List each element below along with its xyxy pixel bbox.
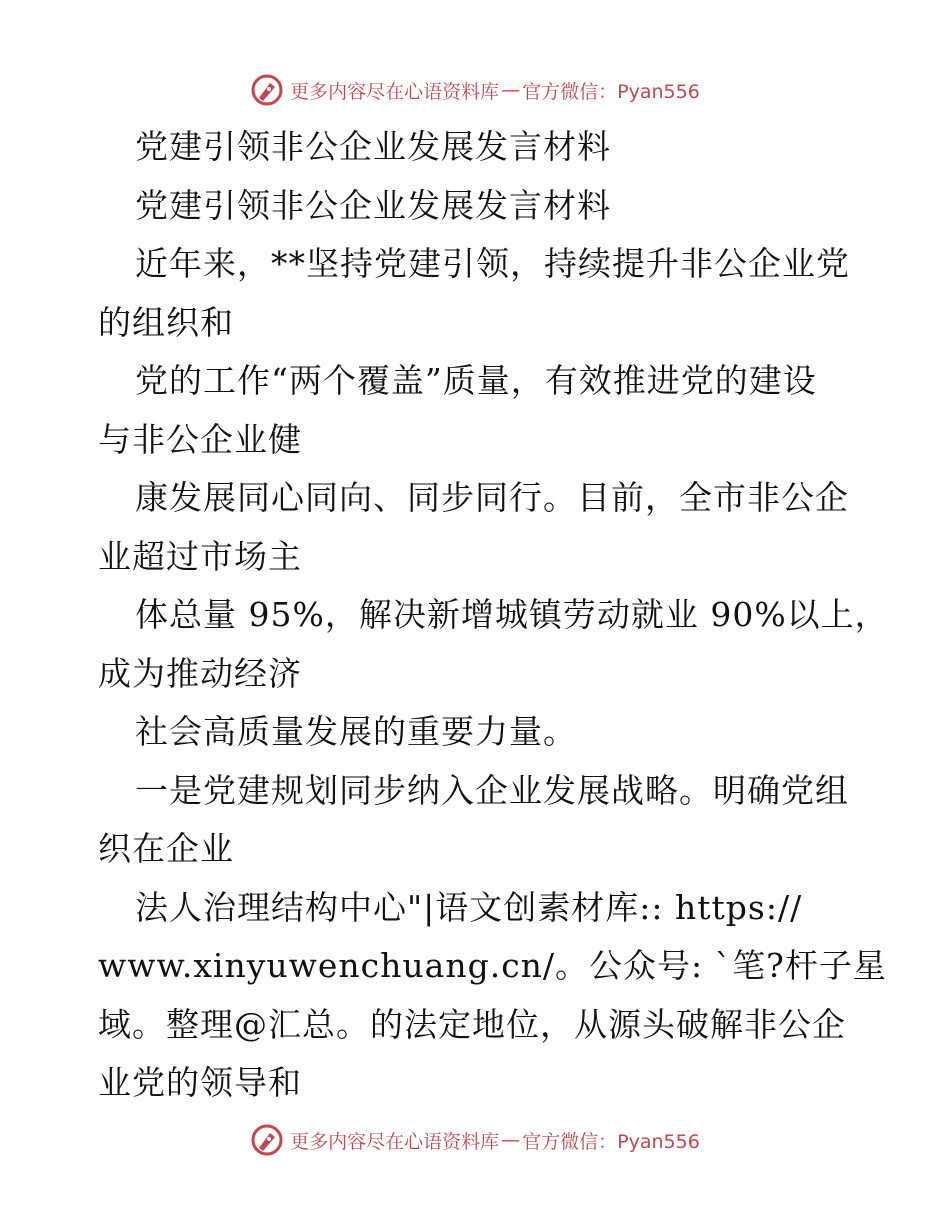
- watermark-separator: —: [501, 79, 521, 101]
- paragraph-line: 法人治理结构中心"|语文创素材库:: https://: [135, 887, 803, 927]
- paragraph-line: 党的工作“两个覆盖”质量，有效推进党的建设: [135, 361, 817, 400]
- document-body: [98, 118, 889, 1113]
- footer-watermark: [0, 1120, 950, 1160]
- header-watermark: [0, 70, 950, 110]
- watermark-contact: 官方微信：Pyan556: [522, 80, 700, 103]
- watermark-text: 更多内容尽在心语资料库: [290, 1130, 500, 1153]
- paragraph-line: 体总量 95%，解决新增城镇劳动就业 90%以上，: [135, 595, 889, 634]
- paragraph-line: 业超过市场主: [98, 536, 302, 576]
- paragraph-line: 一是党建规划同步纳入企业发展战略。明确党组: [135, 770, 849, 810]
- paragraph-line: 与非公企业健: [98, 419, 302, 459]
- pen-nib-icon: [250, 73, 284, 107]
- watermark-text: 更多内容尽在心语资料库: [290, 80, 500, 103]
- pen-nib-icon: [250, 1123, 284, 1157]
- watermark-separator: —: [501, 1129, 521, 1151]
- paragraph-line: 织在企业: [98, 829, 234, 868]
- paragraph-line: www.xinyuwenchuang.cn/。公众号: `笔?杆子星: [98, 946, 887, 985]
- doc-title: 党建引领非公企业发展发言材料: [135, 127, 611, 166]
- doc-subtitle: 党建引领非公企业发展发言材料: [135, 185, 611, 225]
- paragraph-line: 康发展同心同向、同步同行。目前，全市非公企: [135, 478, 849, 517]
- paragraph-line: 成为推动经济: [98, 653, 302, 693]
- paragraph-line: 近年来，**坚持党建引领，持续提升非公企业党: [135, 244, 850, 283]
- paragraph-line: 社会高质量发展的重要力量。: [135, 712, 577, 751]
- paragraph-line: 域。整理@汇总。的法定地位，从源头破解非公企: [98, 1004, 846, 1044]
- watermark-contact: 官方微信：Pyan556: [522, 1130, 700, 1153]
- paragraph-line: 的组织和: [98, 302, 234, 342]
- paragraph-line: 业党的领导和: [98, 1063, 302, 1102]
